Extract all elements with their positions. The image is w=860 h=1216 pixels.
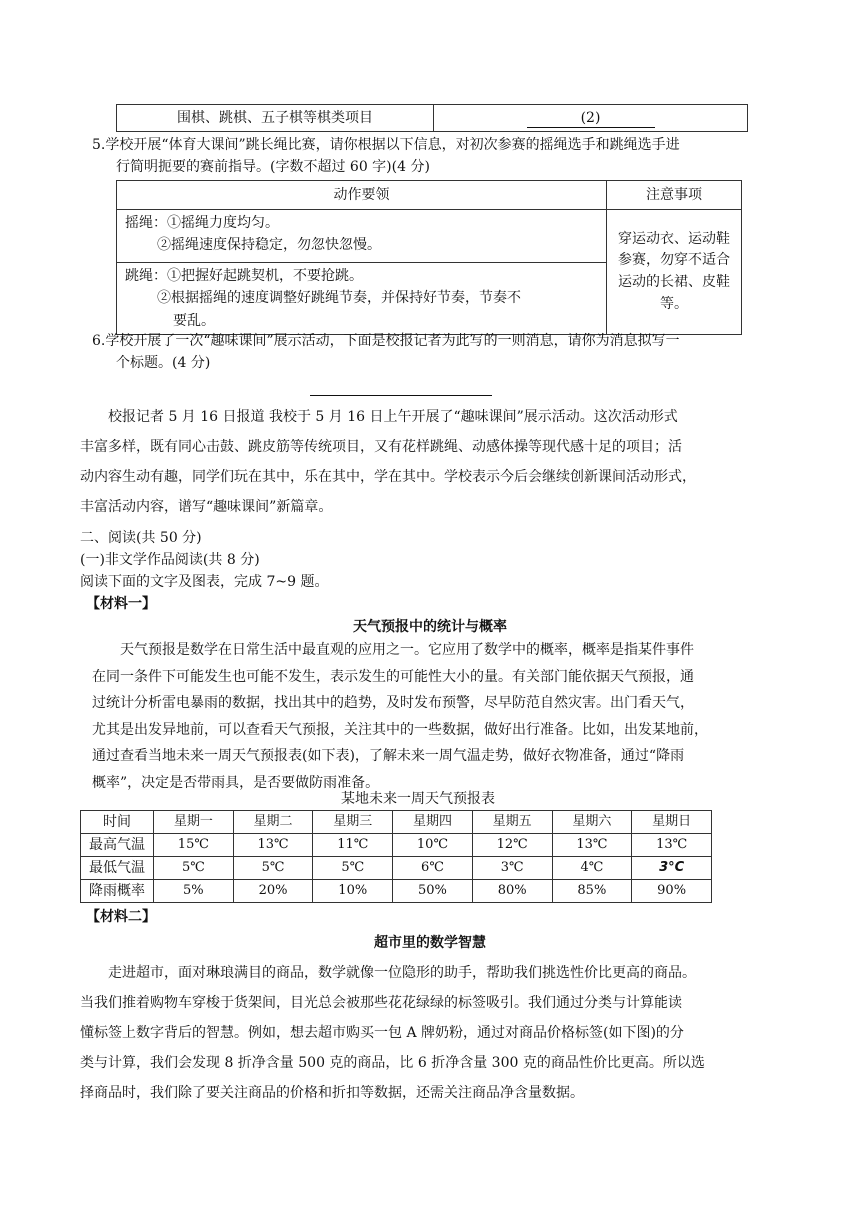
note-line-3: 运动的长裙、皮鞋 [618,274,730,291]
swing-cell [117,210,607,263]
table-cell: 11℃ [313,834,393,857]
table-cell: 10% [313,880,393,903]
rope-guidance-table [116,180,742,335]
news-line: 丰富多样，既有同心击鼓、跳皮筋等传统项目，又有花样跳绳、动感体操等现代感十足的项目；活 [80,439,682,455]
table-header-cell: 星期二 [233,811,313,834]
jump-line-3: 要乱。 [173,312,215,329]
section-2-title: 二、阅读(共 50 分) [80,530,202,546]
chess-category-cell: 围棋、跳棋、五子棋等棋类项目 [117,105,434,132]
table-row [81,857,712,880]
table-header-cell: 星期四 [393,811,473,834]
swing-line-2: ②摇绳速度保持稳定，勿忽快忽慢。 [157,237,381,254]
swing-line-1: 摇绳：①摇绳力度均匀。 [125,215,279,231]
table-cell: 3°C [632,857,712,880]
table-cell: 5℃ [154,857,234,880]
table-cell: 4℃ [552,857,632,880]
table-row [117,210,742,263]
material-1-paragraph [92,637,782,796]
table-cell: 20% [233,880,313,903]
jump-line-1: 跳绳：①把握好起跳契机，不要抢跳。 [125,268,363,284]
table-header-cell: 星期日 [632,811,712,834]
table-cell: 5℃ [313,857,393,880]
chess-answer-table [116,104,748,132]
title-answer-line[interactable] [310,395,492,396]
table-header-cell: 星期五 [472,811,552,834]
table-cell: 15℃ [154,834,234,857]
table-row [81,880,712,903]
table-header-cell: 星期一 [154,811,234,834]
material-2-tag: 【材料二】 [86,909,156,925]
table-cell: 6℃ [393,857,473,880]
material-1-line: 概率”，决定是否带雨具，是否要做防雨准备。 [92,774,380,791]
news-line: 动内容生动有趣，同学们玩在其中，乐在其中，学在其中。学校表示今后会继续创新课间活动形式， [80,469,696,485]
table-cell: 最低气温 [81,857,154,880]
material-2-line: 走进超市，面对琳琅满目的商品，数学就像一位隐形的助手，帮助我们挑选性价比更高的商品。 [108,965,696,981]
weather-table-caption: 某地未来一周天气预报表 [341,791,495,807]
header-note: 注意事项 [607,181,742,210]
table-cell: 13℃ [552,834,632,857]
note-cell [607,210,742,335]
material-2-paragraph [80,958,792,1108]
table-cell: 85% [552,880,632,903]
material-2-title: 超市里的数学智慧 [374,935,486,951]
header-action: 动作要领 [117,181,607,210]
table-cell: 13℃ [632,834,712,857]
table-header-cell: 星期六 [552,811,632,834]
table-header-cell: 星期三 [313,811,393,834]
section-2-subtitle: (一)非文学作品阅读(共 8 分) [80,552,260,568]
table-cell: 3℃ [472,857,552,880]
section-2-instruction: 阅读下面的文字及图表，完成 7~9 题。 [80,574,329,590]
material-1-line: 过统计分析雷电暴雨的数据，找出其中的趋势，及时发布预警，尽早防范自然灾害。出门看天气， [92,695,694,711]
table-cell: 降雨概率 [81,880,154,903]
weather-forecast-table [80,810,712,903]
news-line: 丰富活动内容，谱写“趣味课间”新篇章。 [80,499,333,515]
note-line-2: 参赛，勿穿不适合 [618,252,730,269]
answer-blank-2: (2) [527,109,655,128]
note-line-1: 穿运动衣、运动鞋 [618,230,730,247]
table-cell: 90% [632,880,712,903]
table-cell: 最高气温 [81,834,154,857]
table-cell: 10℃ [393,834,473,857]
material-1-title: 天气预报中的统计与概率 [353,619,507,635]
table-cell: 80% [472,880,552,903]
material-1-line: 在同一条件下可能发生也可能不发生，表示发生的可能性大小的量。有关部门能依据天气预报，通 [92,668,694,685]
news-paragraph [80,402,792,522]
material-1-line: 通过查看当地未来一周天气预报表(如下表)，了解未来一周气温走势，做好衣物准备，通过“降雨 [92,748,685,764]
table-row [117,105,748,132]
material-2-line: 择商品时，我们除了要关注商品的价格和折扣等数据，还需关注商品净含量数据。 [80,1085,584,1101]
question-6-line-1: 6.学校开展了一次“趣味课间”展示活动，下面是校报记者为此写的一则消息，请你为消息拟写一 [92,333,680,349]
question-6 [92,330,782,375]
jump-line-2: ②根据摇绳的速度调整好跳绳节奏，并保持好节奏，节奏不 [157,290,521,307]
table-row [81,834,712,857]
material-1-line: 尤其是出发异地前，可以查看天气预报，关注其中的一些数据，做好出行准备。比如，出发某地前， [92,721,708,738]
answer-blank-cell[interactable] [434,105,748,132]
table-cell: 12℃ [472,834,552,857]
material-1-tag: 【材料一】 [86,596,156,612]
table-cell: 5℃ [233,857,313,880]
table-cell: 50% [393,880,473,903]
material-2-line: 当我们推着购物车穿梭于货架间，目光总会被那些花花绿绿的标签吸引。我们通过分类与计算能读 [80,995,682,1011]
question-6-line-2: 个标题。(4 分) [116,355,211,372]
question-5-line-1: 5.学校开展“体育大课间”跳长绳比赛，请你根据以下信息，对初次参赛的摇绳选手和跳绳选手进 [92,137,680,153]
material-1-line: 天气预报是数学在日常生活中最直观的应用之一。它应用了数学中的概率，概率是指某件事件 [120,642,694,658]
table-header-cell: 时间 [81,811,154,834]
question-5-line-2: 行简明扼要的赛前指导。(字数不超过 60 字)(4 分) [116,159,430,176]
jump-cell [117,263,607,335]
material-2-line: 类与计算，我们会发现 8 折净含量 500 克的商品，比 6 折净含量 300 克的商品性价比更高。所以选 [80,1055,705,1071]
news-line: 校报记者 5 月 16 日报道 我校于 5 月 16 日上午开展了“趣味课间”展示活动。这次活动形式 [108,409,678,425]
table-cell: 13℃ [233,834,313,857]
table-cell: 5% [154,880,234,903]
table-row [117,181,742,210]
material-2-line: 懂标签上数字背后的智慧。例如，想去超市购买一包 A 牌奶粉，通过对商品价格标签(如下图)的分 [80,1025,684,1041]
table-row [81,811,712,834]
note-line-4: 等。 [660,295,688,312]
question-5 [92,134,782,179]
